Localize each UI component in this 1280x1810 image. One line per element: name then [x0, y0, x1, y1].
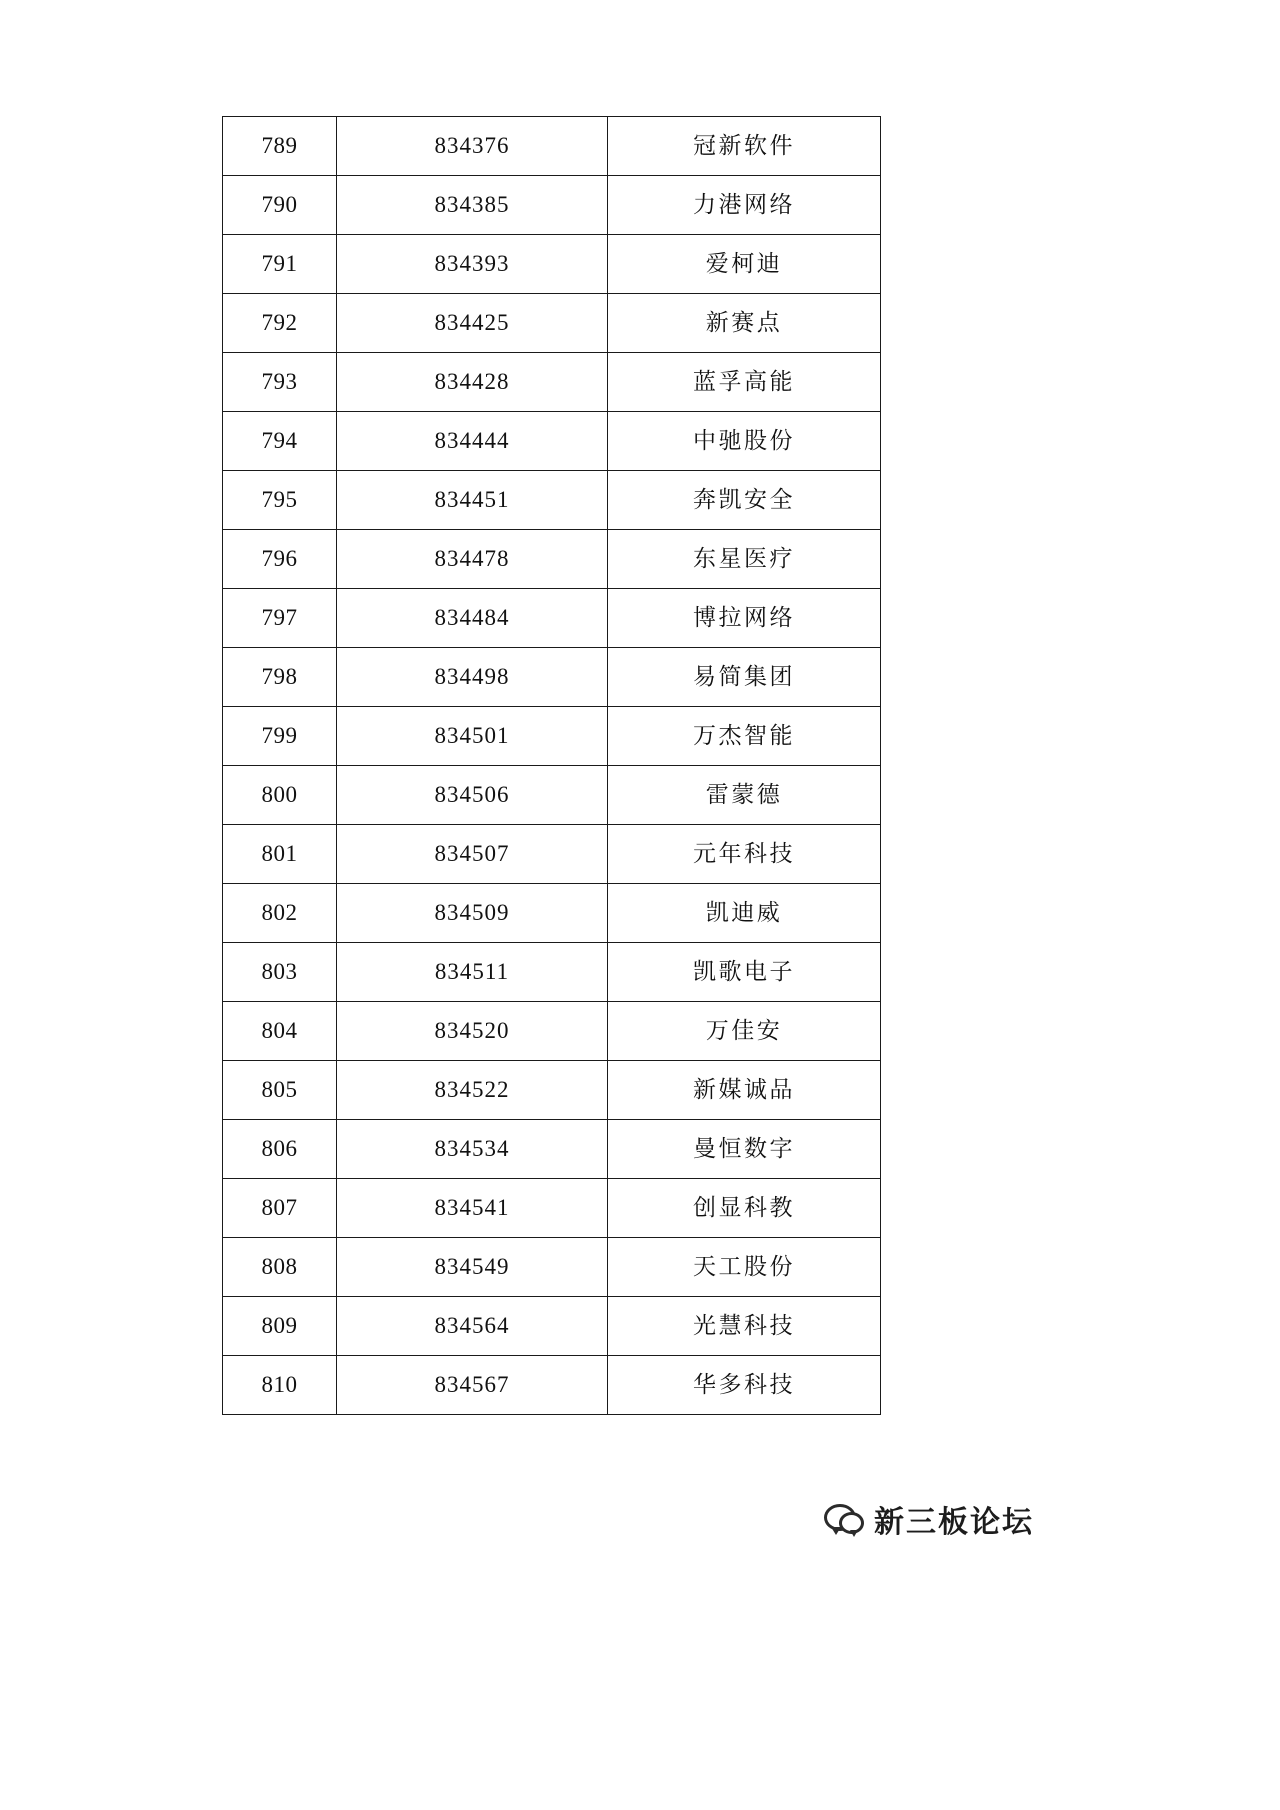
table-body [223, 117, 881, 1415]
row-index: 803 [223, 943, 337, 1002]
table-row [223, 294, 881, 353]
row-code: 834393 [337, 235, 608, 294]
row-index: 789 [223, 117, 337, 176]
row-index: 809 [223, 1297, 337, 1356]
row-code: 834549 [337, 1238, 608, 1297]
row-index: 796 [223, 530, 337, 589]
row-name: 万佳安 [608, 1002, 881, 1061]
row-name: 雷蒙德 [608, 766, 881, 825]
row-name: 元年科技 [608, 825, 881, 884]
row-code: 834567 [337, 1356, 608, 1415]
table-row [223, 707, 881, 766]
table-row [223, 1356, 881, 1415]
row-code: 834511 [337, 943, 608, 1002]
row-code: 834451 [337, 471, 608, 530]
row-code: 834506 [337, 766, 608, 825]
row-index: 799 [223, 707, 337, 766]
row-name: 冠新软件 [608, 117, 881, 176]
row-name: 华多科技 [608, 1356, 881, 1415]
table-row [223, 1002, 881, 1061]
table-row [223, 353, 881, 412]
row-name: 蓝孚高能 [608, 353, 881, 412]
row-name: 爱柯迪 [608, 235, 881, 294]
table-row [223, 766, 881, 825]
watermark-badge [824, 1492, 1156, 1546]
wechat-chat-icon [824, 1502, 864, 1536]
row-index: 794 [223, 412, 337, 471]
table-row [223, 1238, 881, 1297]
row-index: 804 [223, 1002, 337, 1061]
row-name: 奔凯安全 [608, 471, 881, 530]
row-code: 834541 [337, 1179, 608, 1238]
row-code: 834534 [337, 1120, 608, 1179]
row-name: 东星医疗 [608, 530, 881, 589]
row-code: 834444 [337, 412, 608, 471]
row-code: 834478 [337, 530, 608, 589]
row-name: 中驰股份 [608, 412, 881, 471]
table-row [223, 1120, 881, 1179]
row-index: 808 [223, 1238, 337, 1297]
securities-listing-table [222, 116, 881, 1415]
table-row [223, 176, 881, 235]
table-row [223, 1179, 881, 1238]
row-code: 834484 [337, 589, 608, 648]
row-code: 834520 [337, 1002, 608, 1061]
row-index: 791 [223, 235, 337, 294]
row-index: 795 [223, 471, 337, 530]
row-name: 天工股份 [608, 1238, 881, 1297]
row-index: 810 [223, 1356, 337, 1415]
row-name: 易简集团 [608, 648, 881, 707]
row-name: 曼恒数字 [608, 1120, 881, 1179]
row-name: 凯歌电子 [608, 943, 881, 1002]
row-name: 凯迪威 [608, 884, 881, 943]
row-code: 834522 [337, 1061, 608, 1120]
row-code: 834507 [337, 825, 608, 884]
table-row [223, 412, 881, 471]
row-index: 797 [223, 589, 337, 648]
row-code: 834501 [337, 707, 608, 766]
table-row [223, 117, 881, 176]
watermark-label: 新三板论坛 [874, 1505, 1034, 1540]
row-code: 834428 [337, 353, 608, 412]
row-name: 新赛点 [608, 294, 881, 353]
table-row [223, 884, 881, 943]
row-code: 834498 [337, 648, 608, 707]
row-index: 790 [223, 176, 337, 235]
table-row [223, 1297, 881, 1356]
row-code: 834509 [337, 884, 608, 943]
table-row [223, 1061, 881, 1120]
row-code: 834385 [337, 176, 608, 235]
row-name: 新媒诚品 [608, 1061, 881, 1120]
row-code: 834564 [337, 1297, 608, 1356]
row-index: 802 [223, 884, 337, 943]
row-index: 792 [223, 294, 337, 353]
row-index: 800 [223, 766, 337, 825]
row-index: 806 [223, 1120, 337, 1179]
row-name: 万杰智能 [608, 707, 881, 766]
row-code: 834376 [337, 117, 608, 176]
row-index: 798 [223, 648, 337, 707]
row-index: 793 [223, 353, 337, 412]
table-row [223, 648, 881, 707]
row-index: 807 [223, 1179, 337, 1238]
table-row [223, 471, 881, 530]
row-index: 805 [223, 1061, 337, 1120]
row-index: 801 [223, 825, 337, 884]
row-name: 创显科教 [608, 1179, 881, 1238]
table-row [223, 943, 881, 1002]
row-name: 博拉网络 [608, 589, 881, 648]
row-name: 光慧科技 [608, 1297, 881, 1356]
row-code: 834425 [337, 294, 608, 353]
table-row [223, 235, 881, 294]
table-row [223, 825, 881, 884]
table-row [223, 589, 881, 648]
row-name: 力港网络 [608, 176, 881, 235]
table-row [223, 530, 881, 589]
